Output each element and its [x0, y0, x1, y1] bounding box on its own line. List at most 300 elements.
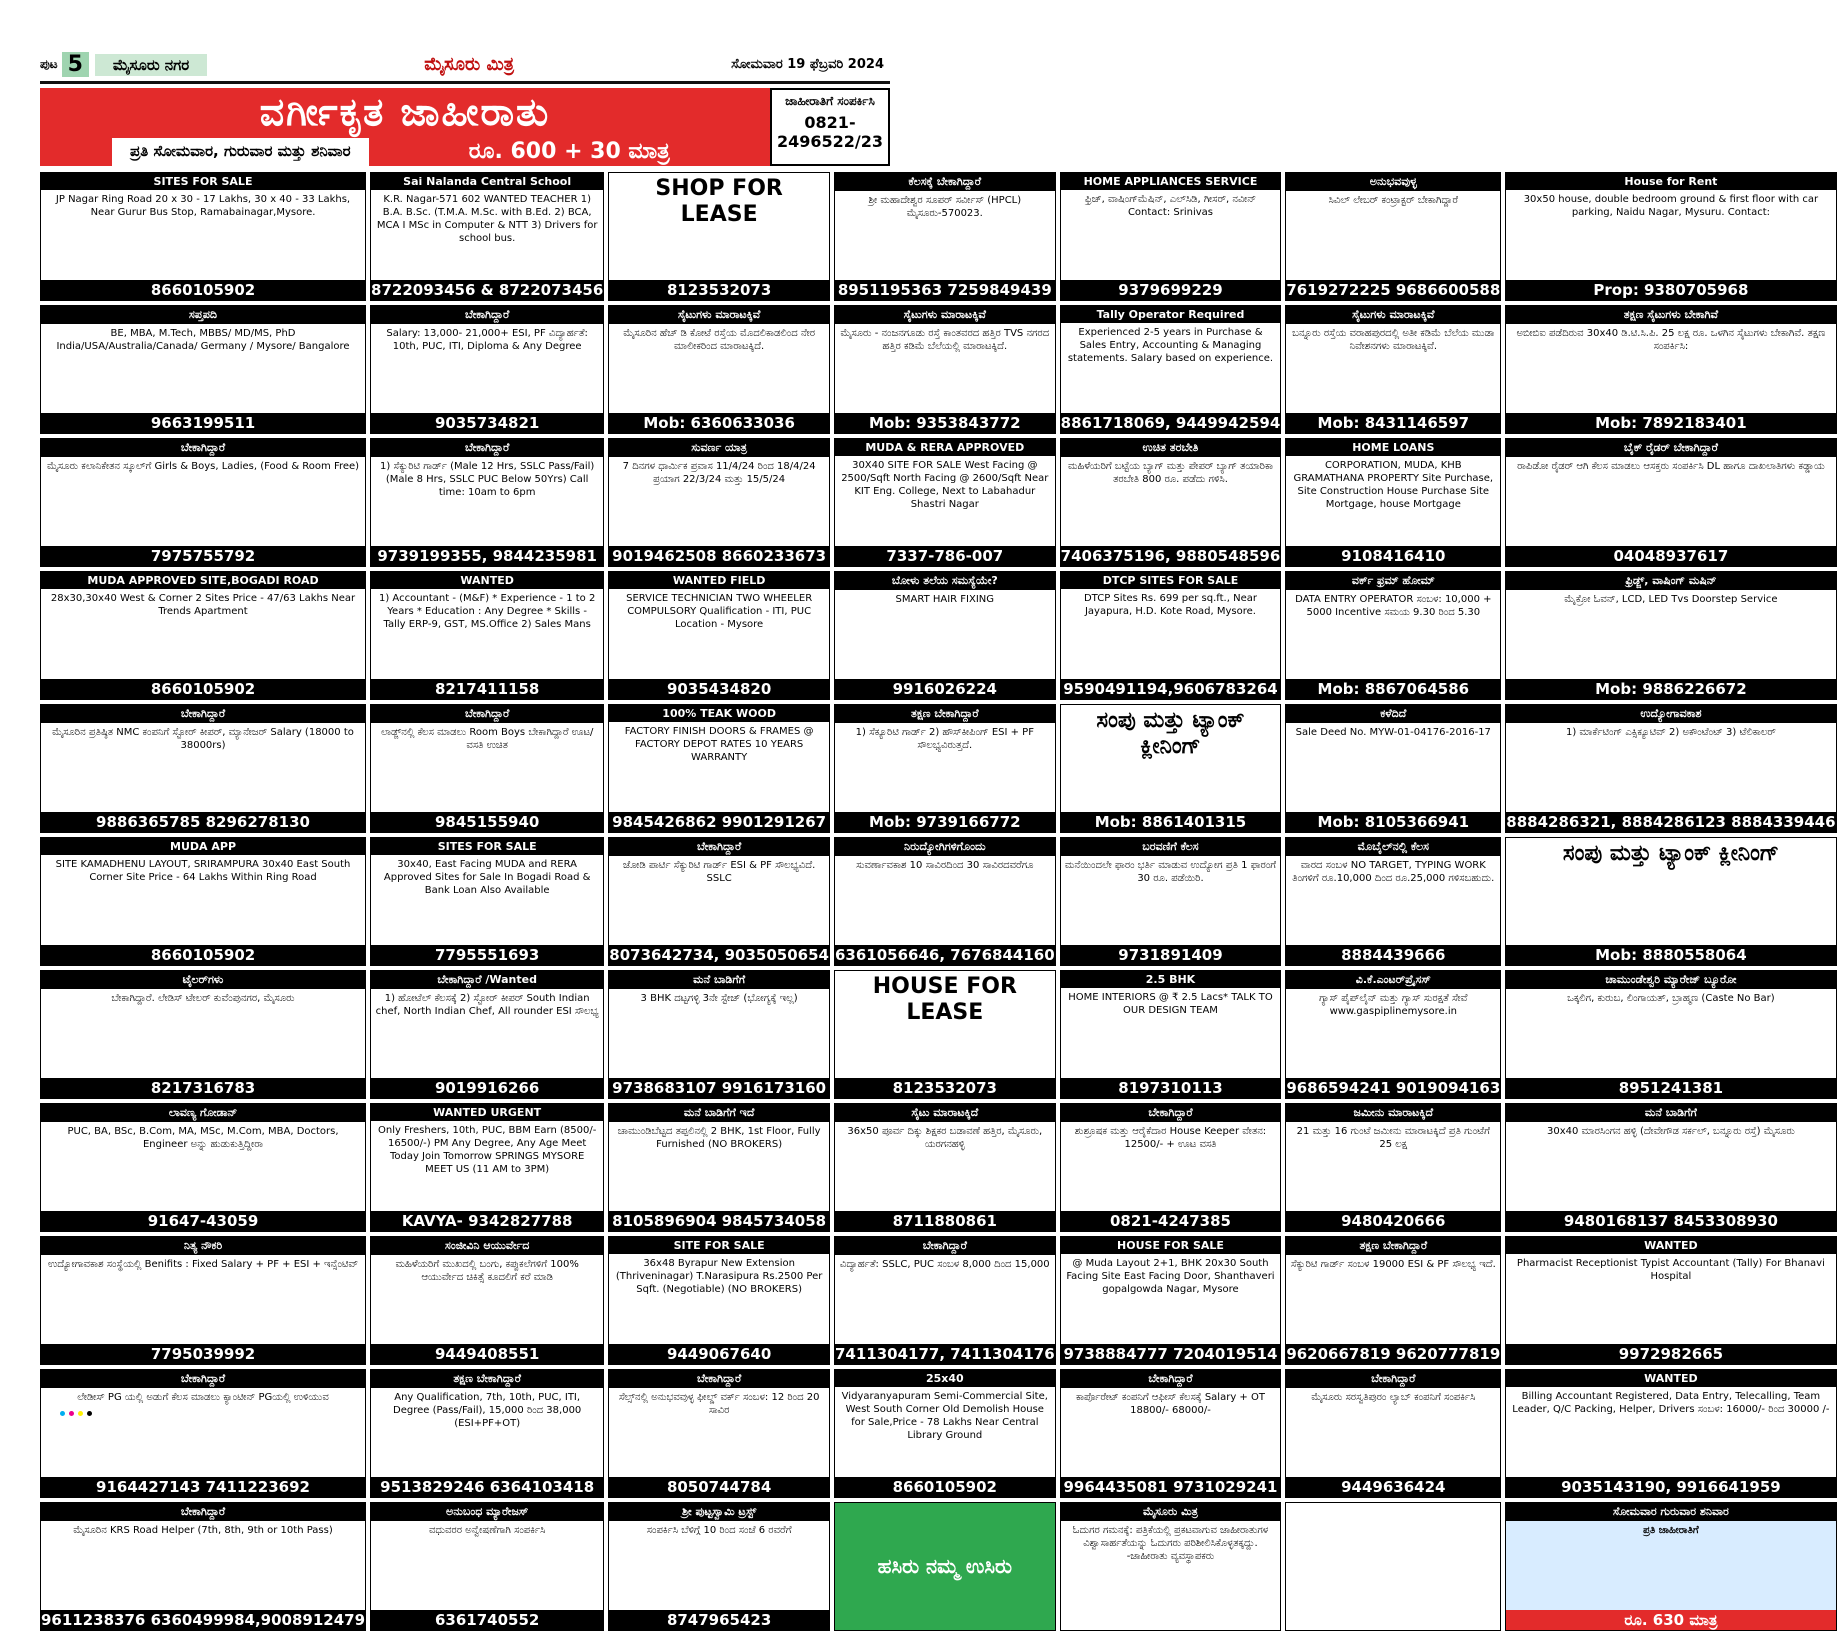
- ad-heading: DTCP SITES FOR SALE: [1061, 572, 1281, 589]
- ad-body: ಮನೆಯಿಂದಲೇ ಫಾರಂ ಭರ್ತಿ ಮಾಡುವ ಉದ್ಯೋಗ ಪ್ರತಿ 1 ಫಾರಂಗೆ 30 ರೂ. ಪಡೆಯಿರಿ.: [1064, 860, 1277, 884]
- section-name: ಮೈಸೂರು ನಗರ: [95, 54, 207, 76]
- ad-contact-box: [770, 88, 890, 166]
- ad-phone: 9449067640: [609, 1344, 829, 1364]
- classified-ad: [370, 704, 604, 833]
- classified-ad: [608, 970, 830, 1099]
- ad-body: ಸಂಪು ಮತ್ತು ಟ್ಯಾಂಕ್ ಕ್ಲೀನಿಂಗ್: [1562, 841, 1779, 866]
- classified-ad: [1285, 172, 1501, 301]
- ad-heading: ಸೈಟುಗಳು ಮಾರಾಟಕ್ಕಿವೆ: [609, 306, 829, 324]
- ad-body: PUC, BA, BSc, B.Com, MA, MSc, M.Com, MBA, Doctors, Engineer ಅನ್ನು ಹುಡುಕುತ್ತಿದ್ದೀರಾ: [67, 1126, 339, 1150]
- ad-heading: ಬೇಕಾಗಿದ್ದಾರೆ: [371, 705, 603, 723]
- ad-heading: ಮೈಸೂರು ಮಿತ್ರ: [1061, 1503, 1281, 1521]
- ad-phone: 8660105902: [41, 280, 365, 300]
- ad-heading: ನಿತ್ಯ ನೌಕರಿ: [41, 1237, 365, 1255]
- ad-body: 7 ದಿನಗಳ ಧಾರ್ಮಿಕ ಪ್ರವಾಸ 11/4/24 ರಿಂದ 18/4/24 ಪ್ರಯಾಗ 22/3/24 ಮತ್ತು 15/5/24: [622, 461, 816, 485]
- classified-ad: [608, 172, 830, 301]
- ad-phone: ರೂ. 630 ಮಾತ್ರ: [1506, 1610, 1835, 1630]
- ad-heading: SITE FOR SALE: [609, 1237, 829, 1254]
- classified-ad: [1060, 571, 1282, 700]
- paper-logo: ಮೈಸೂರು ಮಿತ್ರ: [424, 54, 515, 75]
- classified-ad: [1505, 305, 1836, 434]
- ad-body: ಚಾಮುಂಡಿಬೆಟ್ಟದ ತಪ್ಪಲಿನಲ್ಲಿ 2 BHK, 1st Floor, Fully Furnished (NO BROKERS): [617, 1126, 821, 1150]
- ad-body: HOUSE FOR LEASE: [872, 974, 1017, 1025]
- classified-ad: [1505, 704, 1836, 833]
- ad-body: ವಿದ್ಯಾರ್ಹತೆ: SSLC, PUC ಸಂಬಳ 8,000 ದಿಂದ 15,000: [839, 1259, 1050, 1270]
- ad-body: 1) ಮಾರ್ಕೆಟಿಂಗ್ ಎಕ್ಸಿಕ್ಯೂಟಿವ್ 2) ಅಕೌಂಟೆಂಟ್ 3) ಟೆಲಿಕಾಲರ್: [1565, 727, 1776, 738]
- ad-body: K.R. Nagar-571 602 WANTED TEACHER 1) B.A. B.Sc. (T.M.A. M.Sc. with B.Ed. 2) BCA, MCA I MSc in Computer & NTT 3) Drivers for school bus.: [376, 194, 598, 244]
- classified-ad: [608, 571, 830, 700]
- ad-heading: WANTED: [1506, 1370, 1835, 1387]
- ad-heading: ಟೈಲರ್‌ಗಳು: [41, 971, 365, 989]
- color-registration-marks: [60, 1411, 92, 1416]
- ad-body: ಸಿವಿಲ್ ಲೇಬರ್ ಕಂಟ್ರಾಕ್ಟರ್ ಬೇಕಾಗಿದ್ದಾರೆ: [1328, 195, 1459, 206]
- ad-heading: SITES FOR SALE: [41, 173, 365, 190]
- contact-label: ಜಾಹೀರಾತಿಗೆ ಸಂಪರ್ಕಿಸಿ: [785, 94, 875, 108]
- ad-heading: ಶ್ರೀ ಪುಟ್ಟಸ್ವಾಮಿ ಟ್ರಸ್ಟ್: [609, 1503, 829, 1521]
- ad-heading: ಬೇಕಾಗಿದ್ದಾರೆ: [609, 838, 829, 856]
- ad-phone: Mob: 9739166772: [835, 812, 1055, 832]
- ad-phone: 7337-786-007: [835, 546, 1055, 566]
- ad-phone: 9590491194,9606783264: [1061, 679, 1281, 699]
- classified-ad: [1060, 1369, 1282, 1498]
- ad-phone: 9164427143 7411223692: [41, 1477, 365, 1497]
- ad-body: ಬನ್ನೂರು ರಸ್ತೆಯ ವರಾಹಪುರದಲ್ಲಿ ಅತೀ ಕಡಿಮೆ ಬೆಲೆಯ ಮುಡಾ ನಿವೇಶನಗಳು ಮಾರಾಟಕ್ಕಿವೆ.: [1292, 328, 1495, 352]
- ad-body: ಹಸಿರು ನಮ್ಮ ಉಸಿರು: [835, 1503, 1055, 1630]
- ad-heading: ಸೈಟುಗಳು ಮಾರಾಟಕ್ಕಿವೆ: [835, 306, 1055, 324]
- ad-body: FACTORY FINISH DOORS & FRAMES @ FACTORY DEPOT RATES 10 YEARS WARRANTY: [624, 726, 814, 763]
- ad-phone: 8660105902: [41, 679, 365, 699]
- classified-ad: [40, 1236, 366, 1365]
- ad-phone: 9620667819 9620777819: [1286, 1345, 1501, 1363]
- ad-heading: MUDA APPROVED SITE,BOGADI ROAD: [41, 572, 365, 589]
- ad-phone: 9611238376 6360499984,9008912479: [41, 1611, 366, 1629]
- ad-heading: ಬೇಕಾಗಿದ್ದಾರೆ: [609, 1370, 829, 1388]
- ad-body: Sale Deed No. MYW-01-04176-2016-17: [1295, 727, 1491, 738]
- ad-heading: WANTED FIELD: [609, 572, 829, 589]
- classified-ad: [834, 970, 1056, 1099]
- ad-body: Any Qualification, 7th, 10th, PUC, ITI, Degree (Pass/Fail), 15,000 ರಿಂದ 38,000 (ESI+PF+OT): [393, 1392, 582, 1429]
- classified-ad: [1505, 970, 1836, 1099]
- classified-ad: [40, 837, 366, 966]
- classified-ad: [370, 1369, 604, 1498]
- ad-body: ಸುವರ್ಣಾವಕಾಶ 10 ಸಾವಿರದಿಂದ 30 ಸಾವಿರದವರೆಗೂ: [856, 860, 1034, 871]
- page-indicator: [40, 52, 89, 77]
- ad-heading: ಸೋಮವಾರ ಗುರುವಾರ ಶನಿವಾರ: [1506, 1503, 1835, 1521]
- ad-body: DATA ENTRY OPERATOR ಸಂಬಳ: 10,000 + 5000 Incentive ಸಮಯ 9.30 ರಿಂದ 5.30: [1295, 594, 1492, 618]
- newspaper-page: [40, 48, 1836, 1631]
- page-number: 5: [62, 52, 89, 77]
- top-bar: [40, 48, 890, 84]
- ad-phone: 8722093456 & 8722073456: [371, 281, 604, 299]
- ad-phone: 9739199355, 9844235981: [371, 546, 603, 566]
- ad-body: ಓದುಗರ ಗಮನಕ್ಕೆ: ಪತ್ರಿಕೆಯಲ್ಲಿ ಪ್ರಕಟವಾಗುವ ಜಾಹೀರಾತುಗಳ ವಿಶ್ವಾಸಾರ್ಹತೆಯನ್ನು ಓದುಗರು ಪರಿಶೀಲಿಸಿಕೊಳ್ಳತಕ್ಕದ್ದು. -ಜಾಹೀರಾತು ವ್ಯವಸ್ಥಾಪಕರು: [1072, 1525, 1269, 1562]
- ad-heading: 100% TEAK WOOD: [609, 705, 829, 722]
- ad-heading: ತಕ್ಷಣ ಬೇಕಾಗಿದ್ದಾರೆ: [371, 1370, 603, 1388]
- ad-body: 28x30,30x40 West & Corner 2 Sites Price - 47/63 Lakhs Near Trends Apartment: [50, 593, 356, 617]
- ad-body: ಮೈಸೂರಿನ ಪ್ರತಿಷ್ಠಿತ NMC ಕಂಪನಿಗೆ ಸ್ಟೋರ್ ಕೀಪರ್, ಮ್ಯಾನೇಜರ್ Salary (18000 to 38000rs): [52, 727, 354, 751]
- ad-phone: 9480420666: [1286, 1211, 1500, 1231]
- ad-heading: ಸುವರ್ಣ ಯಾತ್ರ: [609, 439, 829, 457]
- ad-body: ಪ್ರತಿ ಜಾಹೀರಾತಿಗೆ: [1506, 1521, 1835, 1610]
- classified-ad: [834, 1103, 1056, 1232]
- ad-phone: 8884439666: [1286, 945, 1500, 965]
- ad-phone: Mob: 9353843772: [835, 413, 1055, 433]
- ad-heading: ಬೇಕಾಗಿದ್ದಾರೆ: [835, 1237, 1055, 1255]
- ad-body: CORPORATION, MUDA, KHB GRAMATHANA PROPERTY Site Purchase, Site Construction House Purchase Site Mortgage, house Mortgage: [1293, 460, 1494, 510]
- classified-ad: [370, 1103, 604, 1232]
- ad-body: ಅಬೀಬಿಐ ಪಡೆದಿರುವ 30x40 ಡಿ.ಟಿ.ಸಿ.ಪಿ. 25 ಲಕ್ಷ ರೂ. ಒಳಗಿನ ಸೈಟುಗಳು ಬೇಕಾಗಿವೆ. ತಕ್ಷಣ ಸಂಪರ್ಕಿಸಿ:: [1516, 328, 1826, 352]
- classified-ad: [1060, 305, 1282, 434]
- classified-ad: [1285, 970, 1501, 1099]
- ad-heading: ಫ್ರಿಡ್ಜ್, ವಾಷಿಂಗ್ ಮಷಿನ್: [1506, 572, 1835, 590]
- classified-ad: [370, 1502, 604, 1631]
- banner-days: ಪ್ರತಿ ಸೋಮವಾರ, ಗುರುವಾರ ಮತ್ತು ಶನಿವಾರ: [112, 138, 369, 166]
- ad-body: Experienced 2-5 years in Purchase & Sales Entry, Accounting & Managing statements. Salary based on experience.: [1067, 327, 1274, 364]
- ad-phone: 8123532073: [835, 1078, 1055, 1098]
- classified-ad: [40, 1502, 366, 1631]
- ad-body: ಗ್ಯಾಸ್ ಪೈಪ್‌ಲೈನ್ ಮತ್ತು ಗ್ಯಾಸ್ ಸುರಕ್ಷತೆ ಸೇವೆ www.gaspiplinemysore.in: [1319, 993, 1468, 1017]
- ad-heading: ತಕ್ಷಣ ಬೇಕಾಗಿದ್ದಾರೆ: [1286, 1237, 1500, 1255]
- ad-body: Salary: 13,000- 21,000+ ESI, PF ವಿದ್ಯಾರ್ಹತೆ: 10th, PUC, ITI, Diploma & Any Degree: [386, 328, 588, 352]
- ad-heading: ಬೋಳು ತಲೆಯ ಸಮಸ್ಯೆಯೇ?: [835, 572, 1055, 590]
- ad-phone: 9449636424: [1286, 1477, 1500, 1497]
- ad-body: ಬೇಕಾಗಿದ್ದಾರೆ. ಲೇಡಿಸ್ ಟೇಲರ್ ಕುವೆಂಪುನಗರ, ಮೈಸೂರು: [111, 993, 295, 1004]
- ad-body: 30x50 house, double bedroom ground & first floor with car parking, Naidu Nagar, Mysuru. Contact:: [1523, 194, 1819, 218]
- ad-phone: Mob: 8431146597: [1286, 413, 1500, 433]
- classified-ad: [1285, 704, 1501, 833]
- ad-body: ಮಹಿಳೆಯರಿಗೆ ಮುಖದಲ್ಲಿ ಬಂಗು, ಕಪ್ಪುಕಲೆಗಳಿಗೆ 100% ಆಯುರ್ವೇದ ಚಿಕಿತ್ಸೆ ಕೂದಲಿಗೆ ಕರೆ ಮಾಡಿ: [395, 1259, 579, 1283]
- classified-ad: [608, 1236, 830, 1365]
- classified-ad: [370, 1236, 604, 1365]
- classified-ad: [1505, 1103, 1836, 1232]
- ad-phone: 8861718069, 9449942594: [1060, 414, 1281, 432]
- ad-body: ಸಂಪರ್ಕಿಸಿ ಬೆಳಿಗ್ಗೆ 10 ರಿಂದ ಸಂಜೆ 6 ರವರೆಗೆ: [646, 1525, 792, 1536]
- ad-heading: ಬೇಕಾಗಿದ್ದಾರೆ: [41, 439, 365, 457]
- ad-phone: 8197310113: [1061, 1078, 1281, 1098]
- ad-phone: 9035734821: [371, 413, 603, 433]
- ad-heading: 2.5 BHK: [1061, 971, 1281, 988]
- ad-phone: 9019462508 8660233673: [609, 546, 829, 566]
- classified-ad: [1060, 970, 1282, 1099]
- classified-ad: [1285, 1502, 1501, 1631]
- ad-phone: 8747965423: [609, 1610, 829, 1630]
- classified-ad: [834, 438, 1056, 567]
- ad-heading: ಬೇಕಾಗಿದ್ದಾರೆ: [41, 1503, 365, 1521]
- classified-ad: [370, 571, 604, 700]
- ad-body: ಮೈಸೂರಿನ KRS Road Helper (7th, 8th, 9th or 10th Pass): [73, 1525, 333, 1536]
- ad-body: 30X40 SITE FOR SALE West Facing @ 2500/Sqft North Facing @ 2600/Sqft Near KIT Eng. College, Next to Labahadur Shastri Nagar: [841, 460, 1049, 510]
- classified-ad: [1285, 1369, 1501, 1498]
- ad-heading: ಬೇಕಾಗಿದ್ದಾರೆ: [41, 1370, 365, 1388]
- classified-ad: [1285, 305, 1501, 434]
- ad-heading: ಲಾವಣ್ಯ ಗೋಡಾನ್: [41, 1104, 365, 1122]
- ad-body: ಲೇಡೀಸ್ PG ಯಲ್ಲಿ ಅಡುಗೆ ಕೆಲಸ ಮಾಡಲು ಕ್ಯಾಂಟೀನ್ PGಯಲ್ಲಿ ಉಳಿಯುವ: [77, 1392, 329, 1403]
- ad-phone: 9035143190, 9916641959: [1506, 1477, 1835, 1497]
- ad-heading: ಸೈಟುಗಳು ಮಾರಾಟಕ್ಕಿವೆ: [1286, 306, 1500, 324]
- ad-heading: WANTED: [371, 572, 603, 589]
- ad-body: 1) ಹೋಟೆಲ್ ಕೆಲಸಕ್ಕೆ 2) ಸ್ಟೋರ್ ಕೀಪರ್ South Indian chef, North Indian Chef, All rounder ESI ಸೌಲಭ್ಯ: [375, 993, 599, 1017]
- ad-heading: ವಿ.ಕೆ.ಎಂಟರ್‌ಪ್ರೈಸಸ್: [1286, 971, 1500, 989]
- classified-ad: [1505, 1369, 1836, 1498]
- classified-ad: [40, 305, 366, 434]
- ad-body: ಸೆಕ್ಯುರಿಟಿ ಗಾರ್ಡ್ ಸಂಬಳ 19000 ESI & PF ಸೌಲಭ್ಯ ಇದೆ.: [1290, 1259, 1496, 1270]
- ad-body: ಮಹಿಳೆಯರಿಗೆ ಬಟ್ಟೆಯ ಬ್ಯಾಗ್ ಮತ್ತು ಪೇಪರ್ ಬ್ಯಾಗ್ ತಯಾರಿಕಾ ತರಬೇತಿ 800 ರೂ. ಪಡೆದು ಗಳಿಸಿ.: [1067, 461, 1273, 485]
- ad-heading: ತಕ್ಷಣ ಬೇಕಾಗಿದ್ದಾರೆ: [835, 705, 1055, 723]
- ad-body: SHOP FOR LEASE: [655, 176, 783, 227]
- ad-phone: 7406375196, 9880548596: [1060, 547, 1281, 565]
- ad-body: ಮೈಸೂರು ಕಲಾನಿಕೇತನ ಸ್ಕೂಲ್‌ಗೆ Girls & Boys, Ladies, (Food & Room Free): [46, 461, 360, 472]
- ad-heading: ಕಳೆದಿದೆ: [1286, 705, 1500, 723]
- ad-phone: 8217316783: [41, 1078, 365, 1098]
- ad-body: ಮೈಸೂರು ಸರಸ್ವತಿಪುರಂ ಲ್ಯಾಬ್ ಕಂಪನಿಗೆ ಸಂಪರ್ಕಿಸಿ: [1311, 1392, 1476, 1403]
- ad-heading: ಬೇಕಾಗಿದ್ದಾರೆ: [41, 705, 365, 723]
- ad-phone: 9108416410: [1286, 546, 1500, 566]
- contact-phone: 0821-2496522/23: [776, 113, 884, 151]
- ad-heading: Sai Nalanda Central School: [371, 173, 603, 190]
- ad-body: 30x40, East Facing MUDA and RERA Approved Sites for Sale In Bogadi Road & Bank Loan Also Available: [383, 859, 591, 896]
- ad-phone: 8217411158: [371, 679, 603, 699]
- ad-phone: 91647-43059: [41, 1211, 365, 1231]
- classified-ad: [1505, 837, 1836, 966]
- ad-heading: ಅನುಬಂಧ ಮ್ಯಾರೇಜಸ್: [371, 1503, 603, 1521]
- ad-body: Pharmacist Receptionist Typist Accountant (Tally) For Bhanavi Hospital: [1516, 1258, 1825, 1282]
- ad-phone: 9663199511: [41, 413, 365, 433]
- ad-heading: SITES FOR SALE: [371, 838, 603, 855]
- classified-ad: [608, 704, 830, 833]
- ad-body: HOME INTERIORS @ ₹ 2.5 Lacs* TALK TO OUR DESIGN TEAM: [1068, 992, 1273, 1016]
- classified-ad: [1505, 571, 1836, 700]
- classified-ad: [834, 837, 1056, 966]
- ad-phone: 9845426862 9901291267: [609, 812, 829, 832]
- ad-heading: ಸೈಟು ಮಾರಾಟಕ್ಕಿದೆ: [835, 1104, 1055, 1122]
- ad-phone: 9738884777 7204019514: [1061, 1344, 1281, 1364]
- classified-ad: [1060, 837, 1282, 966]
- classified-grid: [40, 172, 1836, 1631]
- ad-heading: ನಿರುದ್ಯೋಗಿಗಳಿಗೊಂದು: [835, 838, 1055, 856]
- ad-heading: ಬೇಕಾಗಿದ್ದಾರೆ: [1061, 1104, 1281, 1122]
- ad-phone: 8951241381: [1506, 1078, 1835, 1098]
- ad-phone: 8660105902: [835, 1477, 1055, 1497]
- ad-phone: 6361056646, 7676844160: [834, 946, 1055, 964]
- ad-body: 3 BHK ದಟ್ಟಗಳ್ಳಿ 3ನೇ ಸ್ಟೇಜ್ (ಭೋಗ್ಯಕ್ಕೆ ಇಲ್ಲ): [640, 993, 798, 1004]
- ad-heading: ಉಚಿತ ತರಬೇತಿ: [1061, 439, 1281, 457]
- ad-body: ಫ್ರಿಜ್, ವಾಷಿಂಗ್‌ಮೆಷಿನ್, ಎಲ್‌ಸಿಡಿ, ಗೀಸರ್, ನವೀನ್ Contact: Srinivas: [1084, 194, 1257, 218]
- ad-phone: Mob: 8861401315: [1061, 812, 1281, 832]
- ad-phone: 04048937617: [1506, 546, 1835, 566]
- ad-body: ಮೈಕ್ರೋ ಓವನ್, LCD, LED Tvs Doorstep Service: [1564, 594, 1778, 605]
- ad-body: SITE KAMADHENU LAYOUT, SRIRAMPURA 30x40 East South Corner Site Price - 64 Lakhs Within Ring Road: [55, 859, 351, 883]
- ad-phone: Prop: 9380705968: [1506, 280, 1835, 300]
- classified-ad: [834, 1236, 1056, 1365]
- classified-ad: [608, 1502, 830, 1631]
- ad-heading: ಅನುಭವವುಳ್ಳ: [1286, 173, 1500, 191]
- ad-phone: 9964435081 9731029241: [1061, 1477, 1281, 1497]
- ad-body: ಮೈಸೂರಿನ ಹೆಚ್ ಡಿ ಕೋಟೆ ರಸ್ತೆಯ ಮೊದಲಿಕಾಡಲಿಂದ ನೇರ ಮಾಲೀಕರಿಂದ ಮಾರಾಟಕ್ಕಿದೆ.: [623, 328, 815, 352]
- ad-body: SERVICE TECHNICIAN TWO WHEELER COMPULSORY Qualification - ITI, PUC Location - Mysore: [626, 593, 813, 630]
- classified-ad: [608, 438, 830, 567]
- ad-body: ಸೆಲ್ಸ್‌ನಲ್ಲಿ ಅನುಭವವುಳ್ಳ ಫೀಲ್ಡ್ ವರ್ಕ್ ಸಂಬಳ: 12 ರಿಂದ 20 ಸಾವಿರ: [618, 1392, 820, 1416]
- ad-phone: 7619272225 9686600588: [1286, 281, 1501, 299]
- classified-ad: [370, 172, 604, 301]
- classified-ad: [40, 1369, 366, 1498]
- classified-ad: [1060, 1236, 1282, 1365]
- classifieds-banner: [40, 88, 890, 166]
- classified-ad: [834, 571, 1056, 700]
- ad-heading: ಕೆಲಸಕ್ಕೆ ಬೇಕಾಗಿದ್ದಾರೆ: [835, 173, 1055, 191]
- ad-body: Only Freshers, 10th, PUC, BBM Earn (8500/- 16500/-) PM Any Degree, Any Age Meet Today Join Tomorrow SPRINGS MYSORE MEET US (11 AM to 3PM): [378, 1125, 597, 1175]
- classified-ad: [608, 305, 830, 434]
- ad-phone: 9379699229: [1061, 280, 1281, 300]
- classified-ad: [1060, 438, 1282, 567]
- issue-date: ಸೋಮವಾರ 19 ಫೆಬ್ರವರಿ 2024: [731, 57, 884, 72]
- ad-phone: 8105896904 9845734058: [609, 1211, 829, 1231]
- ad-heading: ಸಂಜೀವಿನಿ ಆಯುರ್ವೇದ: [371, 1237, 603, 1255]
- classified-ad: [1285, 1103, 1501, 1232]
- classified-ad: [608, 837, 830, 966]
- ad-body: JP Nagar Ring Road 20 x 30 - 17 Lakhs, 30 x 40 - 33 Lakhs, Near Gurur Bus Stop, Ramabainagar,Mysore.: [55, 194, 351, 218]
- classified-ad: [1285, 438, 1501, 567]
- ad-heading: ವರ್ಕ್ ಫ್ರಮ್ ಹೋಮ್: [1286, 572, 1500, 590]
- classified-ad: [608, 1369, 830, 1498]
- classified-ad: [834, 1502, 1056, 1631]
- ad-body: 1) Accountant - (M&F) * Experience - 1 to 2 Years * Education : Any Degree * Skills - Tally ERP-9, GST, MS.Office 2) Sales Mans: [378, 593, 596, 630]
- ad-body: 1) ಸೆಕ್ಯುರಿಟಿ ಗಾರ್ಡ್ (Male 12 Hrs, SSLC Pass/Fail) (Male 8 Hrs, SSLC PUC Below 50Yrs) Call time: 10am to 6pm: [380, 461, 595, 498]
- ad-heading: HOME APPLIANCES SERVICE: [1061, 173, 1281, 190]
- ad-phone: 8884286321, 8884286123 8884339446: [1506, 813, 1836, 831]
- ad-body: ವಾರದ ಸಂಬಳ NO TARGET, TYPING WORK ತಿಂಗಳಿಗೆ ರೂ.10,000 ದಿಂದ ರೂ.25,000 ಗಳಿಸಬಹುದು.: [1292, 860, 1495, 884]
- ad-phone: 7795551693: [371, 945, 603, 965]
- ad-body: DTCP Sites Rs. 699 per sq.ft., Near Jayapura, H.D. Kote Road, Mysore.: [1083, 593, 1257, 617]
- classified-ad: [1060, 172, 1282, 301]
- ad-phone: 8073642734, 9035050654: [609, 946, 829, 964]
- ad-phone: 9480168137 8453308930: [1506, 1211, 1835, 1231]
- ad-body: ಜೋಡಿ ಪಾರ್ಟಿ ಸೆಕ್ಯುರಿಟಿ ಗಾರ್ಡ್ ESI & PF ಸೌಲಭ್ಯವಿದೆ. SSLC: [622, 860, 816, 884]
- ad-heading: ಬೇಕಾಗಿದ್ದಾರೆ: [371, 306, 603, 324]
- classified-ad: [370, 305, 604, 434]
- classified-ad: [370, 438, 604, 567]
- ad-body: ಸಂಪು ಮತ್ತು ಟ್ಯಾಂಕ್ ಕ್ಲೀನಿಂಗ್: [1096, 708, 1245, 759]
- classified-ad: [834, 172, 1056, 301]
- ad-heading: HOME LOANS: [1286, 439, 1500, 456]
- ad-phone: 9731891409: [1061, 945, 1281, 965]
- ad-heading: ಉದ್ಯೋಗಾವಕಾಶ: [1506, 705, 1835, 723]
- ad-phone: 9035434820: [609, 679, 829, 699]
- ad-body: 36x48 Byrapur New Extension (Thriveninagar) T.Narasipura Rs.2500 Per Sqft. (Negotiable) (NO BROKERS): [615, 1258, 823, 1295]
- ad-phone: Mob: 9886226672: [1506, 679, 1835, 699]
- ad-phone: 6361740552: [371, 1610, 603, 1630]
- ad-body: ಕಾರ್ಪೊರೇಟ್ ಕಂಪನಿಗೆ ಆಫೀಸ್ ಕೆಲಸಕ್ಕೆ Salary + OT 18800/- 68000/-: [1076, 1392, 1265, 1416]
- ad-heading: ಸಪ್ತಪದಿ: [41, 306, 365, 324]
- ad-body: 36x50 ಪೂರ್ವ ದಿಕ್ಕು ಶಿಕ್ಷಕರ ಬಡಾವಣೆ ಹತ್ತಿರ, ಮೈಸೂರು, ಯರಗನಹಳ್ಳಿ: [847, 1126, 1043, 1150]
- ad-phone: 9449408551: [371, 1344, 603, 1364]
- classified-ad: [40, 438, 366, 567]
- ad-heading: ಮನೆ ಬಾಡಿಗೆಗೆ: [1506, 1104, 1835, 1122]
- ad-heading: House for Rent: [1506, 173, 1835, 190]
- classified-ad: [834, 1369, 1056, 1498]
- ad-phone: 7975755792: [41, 546, 365, 566]
- ad-phone: 9019916266: [371, 1078, 603, 1098]
- ad-phone: Mob: 8105366941: [1286, 812, 1500, 832]
- ad-heading: ಜಮೀನು ಮಾರಾಟಕ್ಕಿದೆ: [1286, 1104, 1500, 1122]
- ad-phone: KAVYA- 9342827788: [371, 1211, 603, 1231]
- classified-ad: [1060, 1502, 1282, 1631]
- ad-heading: ಮನೆ ಬಾಡಿಗೆಗೆ: [609, 971, 829, 989]
- ad-body: @ Muda Layout 2+1, BHK 20x30 South Facing Site East Facing Door, Shanthaveri gopalgowda Nagar, Mysore: [1066, 1258, 1275, 1295]
- ad-phone: 8050744784: [609, 1477, 829, 1497]
- classified-ad: [1505, 438, 1836, 567]
- ad-heading: 25x40: [835, 1370, 1055, 1387]
- classified-ad: [40, 1103, 366, 1232]
- classified-ad: [1060, 1103, 1282, 1232]
- ad-phone: Mob: 6360633036: [609, 413, 829, 433]
- ad-body: ರಾಪಿಡೋ ರೈಡರ್ ಆಗಿ ಕೆಲಸ ಮಾಡಲು ಆಸಕ್ತರು ಸಂಪರ್ಕಿಸಿ DL ಹಾಗೂ ದಾಖಲಾತಿಗಳು ಕಡ್ಡಾಯ: [1517, 461, 1825, 472]
- classified-ad: [370, 837, 604, 966]
- classified-ad: [40, 970, 366, 1099]
- classified-ad: [370, 970, 604, 1099]
- ad-heading: MUDA APP: [41, 838, 365, 855]
- ad-body: Billing Accountant Registered, Data Entry, Telecalling, Team Leader, Q/C Packing, Helper, Drivers ಸಂಬಳ: 16000/- ರಿಂದ 30000 /-: [1512, 1391, 1830, 1415]
- classified-ad: [40, 172, 366, 301]
- ad-body: ಶುಶ್ರೂಷಕ ಮತ್ತು ಆರೈಕೆದಾರ House Keeper ವೇತನ: 12500/- + ಊಟ ವಸತಿ: [1074, 1126, 1267, 1150]
- ad-phone: 8711880861: [835, 1211, 1055, 1231]
- ad-body: ಶ್ರೀ ಮಹಾದೇಶ್ವರ ಸೂಪರ್ ಸರ್ವೀಸ್ (HPCL) ಮೈಸೂರು-570023.: [868, 195, 1022, 219]
- classified-ad: [1060, 704, 1282, 833]
- classified-ad: [1505, 1236, 1836, 1365]
- ad-heading: ಬೇಕಾಗಿದ್ದಾರೆ /Wanted: [371, 971, 603, 989]
- ad-phone: 8660105902: [41, 945, 365, 965]
- banner-title: ವರ್ಗೀಕೃತ ಜಾಹೀರಾತು: [259, 90, 551, 134]
- ad-phone: 7411304177, 7411304176: [834, 1345, 1055, 1363]
- ad-body: Vidyaranyapuram Semi-Commercial Site, West South Corner Old Demolish House for Sale,Price - 78 Lakhs Near Central Library Ground: [841, 1391, 1048, 1441]
- ad-heading: ತಕ್ಷಣ ಸೈಟುಗಳು ಬೇಕಾಗಿವೆ: [1506, 306, 1835, 324]
- ad-phone: Mob: 8867064586: [1286, 679, 1500, 699]
- classified-ad: [834, 704, 1056, 833]
- banner-price: ರೂ. 600 + 30 ಮಾತ್ರ: [468, 139, 670, 164]
- ad-body: 21 ಮತ್ತು 16 ಗುಂಟೆ ಜಮೀನು ಮಾರಾಟಕ್ಕಿದೆ ಪ್ರತಿ ಗುಂಟೆಗೆ 25 ಲಕ್ಷ: [1296, 1126, 1490, 1150]
- ad-phone: Mob: 8880558064: [1506, 945, 1835, 965]
- banner-strip: [40, 138, 770, 166]
- ad-heading: Tally Operator Required: [1061, 306, 1281, 323]
- ad-heading: HOUSE FOR SALE: [1061, 1237, 1281, 1254]
- ad-phone: 9738683107 9916173160: [609, 1078, 829, 1098]
- classified-ad: [1285, 837, 1501, 966]
- ad-phone: 7795039992: [41, 1344, 365, 1364]
- ad-phone: 9916026224: [835, 679, 1055, 699]
- ad-heading: MUDA & RERA APPROVED: [835, 439, 1055, 456]
- ad-phone: 9972982665: [1506, 1344, 1835, 1364]
- ad-body: ಉದ್ಯೋಗಾವಕಾಶ ಸಂಸ್ಥೆಯಲ್ಲಿ Benifits : Fixed Salary + PF + ESI + ಇನ್ಸೆಂಟಿವ್: [47, 1259, 359, 1270]
- ad-heading: ಬರವಣಿಗೆ ಕೆಲಸ: [1061, 838, 1281, 856]
- ad-body: [1286, 1503, 1500, 1630]
- classified-ad: [1285, 571, 1501, 700]
- ad-heading: ಬೈಕ್ ರೈಡರ್ ಬೇಕಾಗಿದ್ದಾರೆ: [1506, 439, 1835, 457]
- ad-body: BE, MBA, M.Tech, MBBS/ MD/MS, PhD India/USA/Australia/Canada/ Germany / Mysore/ Bangalore: [56, 328, 350, 352]
- page-label: ಪುಟ: [40, 57, 58, 71]
- ad-phone: 8123532073: [609, 280, 829, 300]
- banner-main: [40, 88, 770, 166]
- ad-phone: 9686594241 9019094163: [1286, 1079, 1501, 1097]
- classified-ad: [40, 704, 366, 833]
- classified-ad: [40, 571, 366, 700]
- ad-body: ಒಕ್ಕಲಿಗ, ಕುರುಬ, ಲಿಂಗಾಯತ್, ಬ್ರಾಹ್ಮಣ (Caste No Bar): [1567, 993, 1775, 1004]
- ad-body: ವಧುವರರ ಅನ್ವೇಷಣೆಗಾಗಿ ಸಂಪರ್ಕಿಸಿ: [428, 1525, 546, 1536]
- ad-body: 1) ಸೆಕ್ಯೂರಿಟಿ ಗಾರ್ಡ್ 2) ಹೌಸ್‌ಕೀಪಿಂಗ್ ESI + PF ಸೌಲಭ್ಯವಿರುತ್ತದೆ.: [855, 727, 1034, 751]
- ad-body: SMART HAIR FIXING: [895, 594, 995, 605]
- classified-ad: [1505, 1502, 1836, 1631]
- ad-body: 30x40 ಮಾರಸಿಂಗನ ಹಳ್ಳಿ (ದೇವೇಗೌಡ ಸರ್ಕಲ್, ಬನ್ನೂರು ರಸ್ತೆ) ಮೈಸೂರು: [1547, 1126, 1795, 1137]
- ad-phone: 8951195363 7259849439: [835, 280, 1055, 300]
- ad-heading: ಬೇಕಾಗಿದ್ದಾರೆ: [1286, 1370, 1500, 1388]
